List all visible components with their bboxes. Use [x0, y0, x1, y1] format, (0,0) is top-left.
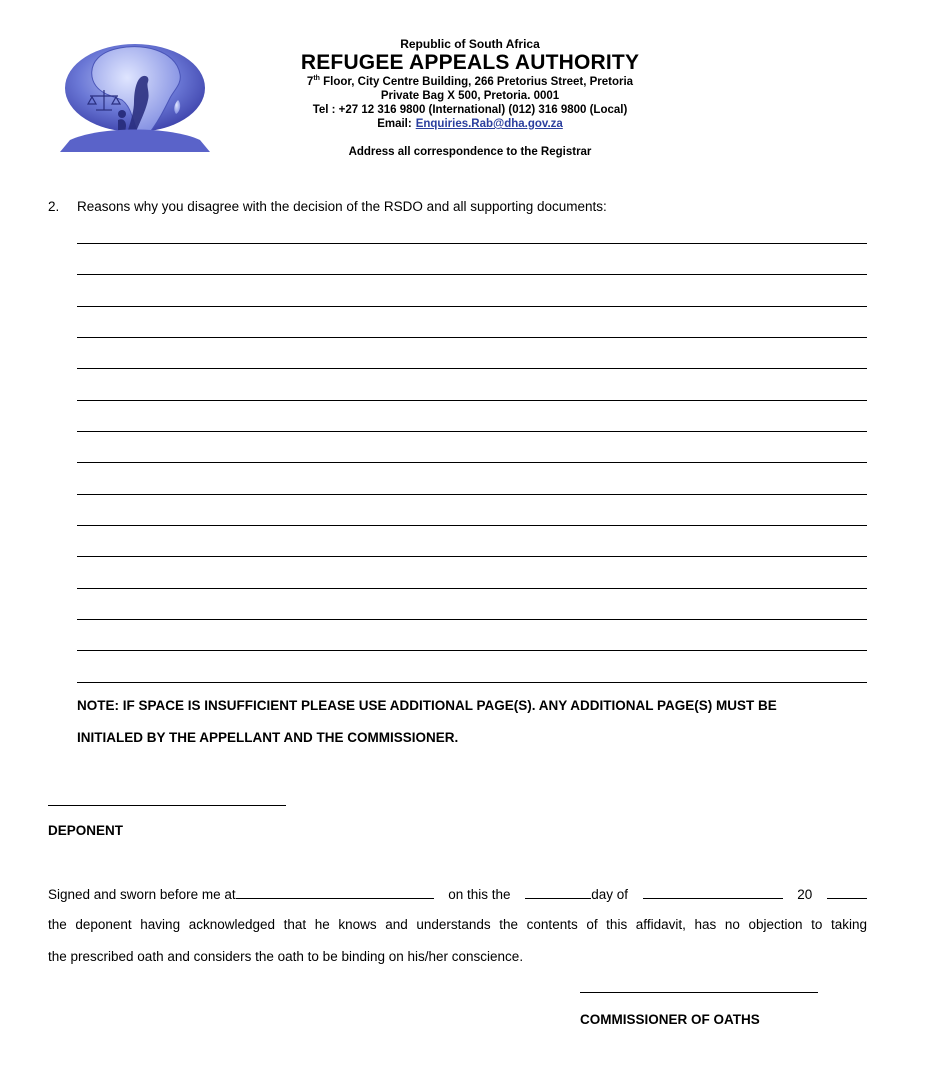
answer-line[interactable] [77, 650, 867, 651]
oath-day-group [525, 886, 628, 902]
answer-line[interactable] [77, 368, 867, 369]
oath-signed-prefix: Signed and sworn before me at [48, 887, 236, 902]
header-private-bag: Private Bag X 500, Pretoria. 0001 [380, 90, 560, 102]
header-correspondence: Address all correspondence to the Registrar [348, 146, 592, 158]
answer-line[interactable] [77, 619, 867, 620]
oath-year-prefix: 20 [797, 887, 813, 902]
answer-line[interactable] [77, 400, 867, 401]
deponent-label: DEPONENT [48, 823, 124, 838]
commissioner-signature-line[interactable] [580, 992, 818, 993]
question-text: Reasons why you disagree with the decision of the RSDO and all supporting documents: [77, 199, 607, 214]
oath-day-of: day of [591, 887, 628, 902]
email-link[interactable]: Enquiries.Rab@dha.gov.za [415, 118, 563, 130]
header-telephone: Tel : +27 12 316 9800 (International) (012) 316 9800 (Local) [312, 104, 628, 116]
answer-line[interactable] [77, 337, 867, 338]
header-floor-suffix: th [313, 75, 320, 82]
header-address [280, 76, 660, 88]
oath-month-blank[interactable] [643, 886, 783, 899]
deponent-signature-line[interactable] [48, 805, 286, 806]
header-address-rest: Floor, City Centre Building, 266 Pretorius Street, Pretoria [319, 76, 634, 88]
header-republic: Republic of South Africa [400, 37, 540, 51]
commissioner-label: COMMISSIONER OF OATHS [580, 1012, 760, 1027]
header-email-row [280, 118, 660, 130]
answer-line[interactable] [77, 306, 867, 307]
oath-on-this-the: on this the [448, 887, 511, 902]
note-line-1: NOTE: IF SPACE IS INSUFFICIENT PLEASE USE ADDITIONAL PAGE(S). ANY ADDITIONAL PAGE(S) MUST BE [77, 698, 777, 713]
oath-place-blank[interactable] [236, 886, 434, 899]
oath-place-group [48, 886, 434, 902]
answer-line[interactable] [77, 682, 867, 683]
answer-line[interactable] [77, 431, 867, 432]
answer-line[interactable] [77, 494, 867, 495]
oath-day-blank[interactable] [525, 886, 591, 899]
question-number: 2. [48, 199, 60, 214]
answer-line[interactable] [77, 588, 867, 589]
header-email-label: Email: [377, 118, 412, 130]
answer-line[interactable] [77, 274, 867, 275]
answer-line[interactable] [77, 462, 867, 463]
oath-paragraph-line-2: the prescribed oath and considers the oath to be binding on his/her conscience. [48, 949, 524, 964]
answer-line[interactable] [77, 556, 867, 557]
oath-signed-line [48, 886, 867, 902]
oath-year-blank[interactable] [827, 886, 867, 899]
header-title: REFUGEE APPEALS AUTHORITY [300, 51, 640, 74]
answer-line[interactable] [77, 243, 867, 244]
note-line-2: INITIALED BY THE APPELLANT AND THE COMMISSIONER. [77, 730, 459, 745]
header-floor-number: 7 [306, 76, 314, 88]
oath-paragraph-line-1: the deponent having acknowledged that he knows and understands the contents of this affidavit, has no objection to taking [48, 917, 867, 932]
answer-line[interactable] [77, 525, 867, 526]
refugee-appeals-authority-logo [60, 40, 210, 152]
